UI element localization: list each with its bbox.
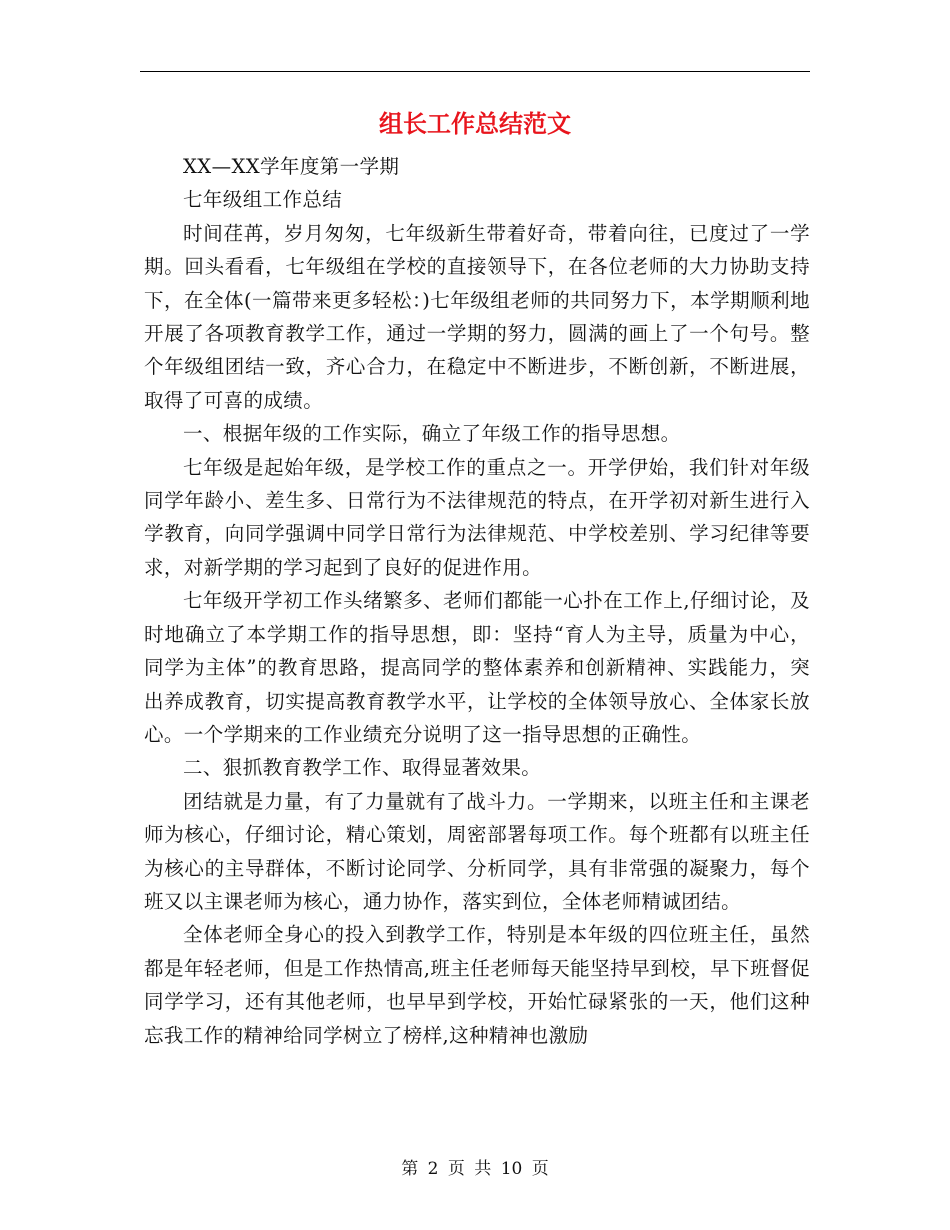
paragraph: 团结就是力量，有了力量就有了战斗力。一学期来，以班主任和主课老师为核心，仔细讨论，精心策划，周密部署每项工作。每个班都有以班主任为核心的主导群体，不断讨论同学、分析同学，具有非常强的凝聚力，每个班又以主课老师为核心，通力协作，落实到位，全体老师精诚团结。 xyxy=(144,789,810,913)
paragraph: 全体老师全身心的投入到教学工作，特别是本年级的四位班主任，虽然都是年轻老师，但是工作热情高,班主任老师每天能坚持早到校，早下班督促同学学习，还有其他老师，也早早到学校，开始忙碌紧张的一天，他们这种忘我工作的精神给同学树立了榜样,这种精神也激励 xyxy=(144,923,810,1047)
section-heading: 一、根据年级的工作实际，确立了年级工作的指导思想。 xyxy=(183,422,681,446)
paragraph-term: XX—XX学年度第一学期 xyxy=(183,155,400,178)
document-body xyxy=(144,150,810,1052)
paragraph: 时间荏苒，岁月匆匆，七年级新生带着好奇，带着向往，已度过了一学期。回头看看，七年级组在学校的直接领导下，在各位老师的大力协助支持下，在全体(一篇带来更多轻松：)七年级组老师的共同努力下，本学期顺利地开展了各项教育教学工作，通过一学期的努力，圆满的画上了一个句号。整个年级组团结一致，齐心合力，在稳定中不断进步，不断创新，不断进展，取得了可喜的成绩。 xyxy=(144,221,810,412)
section-heading: 二、狠抓教育教学工作、取得显著效果。 xyxy=(183,756,542,780)
paragraph: 七年级是起始年级，是学校工作的重点之一。开学伊始，我们针对年级同学年龄小、差生多、日常行为不法律规范的特点，在开学初对新生进行入学教育，向同学强调中同学日常行为法律规范、中学校差别、学习纪律等要求，对新学期的学习起到了良好的促进作用。 xyxy=(144,455,810,579)
page-number: 第 2 页 共 10 页 xyxy=(401,1159,549,1179)
document-title: 组长工作总结范文 xyxy=(379,109,571,138)
paragraph: 七年级开学初工作头绪繁多、老师们都能一心扑在工作上,仔细讨论，及时地确立了本学期工作的指导思想，即：坚持“育人为主导，质量为中心，同学为主体”的教育思路，提高同学的整体素养和创新精神、实践能力，突出养成教育，切实提高教育教学水平，让学校的全体领导放心、全体家长放心。一个学期来的工作业绩充分说明了这一指导思想的正确性。 xyxy=(144,589,810,746)
header-rule xyxy=(140,71,810,72)
paragraph-subtitle: 七年级组工作总结 xyxy=(183,188,343,212)
